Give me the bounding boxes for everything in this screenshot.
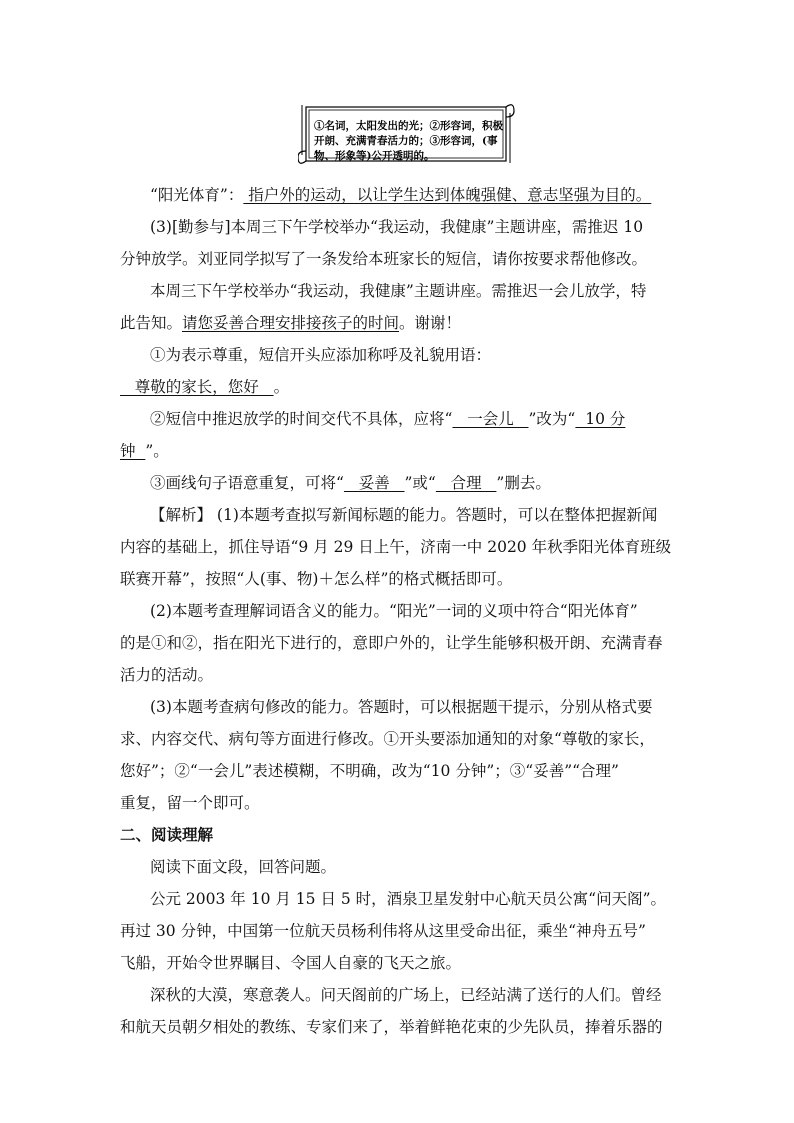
analysis-p3-line1: (3)本题考查病句修改的能力。答题时，可以根据题干提示，分别从格式要 [150, 698, 653, 716]
analysis-p2-line1: (2)本题考查理解词语含义的能力。“阳光”一词的义项中符合“阳光体育” [150, 602, 638, 620]
sub3-answer2: 合理 [435, 474, 497, 492]
sub1-answer-line [120, 377, 289, 397]
scroll-note-text: ①名词，太阳发出的光；②形容词，积极开朗、充满青春活力的；③形容词，(事物、形象等)公开透明的。 [314, 120, 503, 162]
section-heading: 二、阅读理解 [120, 826, 214, 844]
analysis-p1-line3: 联赛开幕”，按照“人(事、物)＋怎么样”的格式概括即可。 [120, 570, 513, 588]
sms-line2 [120, 313, 461, 333]
analysis-p1-line2: 内容的基础上，抓住导语“9 月 29 日上午，济南一中 2020 年秋季阳光体育班级 [120, 538, 672, 556]
q2-answer-line [150, 185, 651, 205]
analysis-p3-line2: 求、内容交代、病句等方面进行修改。①开头要添加通知的对象“尊敬的家长， [120, 730, 655, 748]
sms-line2-post: 。谢谢！ [399, 314, 462, 332]
sub2-line2 [120, 441, 169, 461]
reading-p1-line2: 再过 30 分钟，中国第一位航天员杨利伟将从这里受命出征，乘坐“神舟五号” [120, 922, 646, 940]
sub2-mid: ”改为“ [528, 410, 576, 428]
sms-line1: 本周三下午学校举办“我运动，我健康”主题讲座。需推迟一会儿放学，特 [150, 282, 647, 300]
analysis-p1-line1: 【解析】 (1)本题考查拟写新闻标题的能力。答题时，可以在整体把握新闻 [150, 506, 658, 524]
reading-p1-line3: 飞船，开始令世界瞩目、令国人自豪的飞天之旅。 [120, 954, 462, 972]
sub3-answer1: 妥善 [343, 474, 405, 492]
sub1-end: 。 [273, 378, 290, 396]
sub3-end: ”删去。 [496, 474, 551, 492]
sub1-question: ①为表示尊重，短信开头应添加称呼及礼貌用语： [150, 346, 492, 364]
sub2-answer2-part2: 钟 [120, 442, 146, 460]
q3-line1: (3)[勤参与]本周三下午学校举办“我运动，我健康”主题讲座，需推迟 10 [150, 218, 644, 236]
scroll-note-box [298, 101, 518, 169]
reading-instruction: 阅读下面文段，回答问题。 [150, 858, 337, 876]
sub3-line [150, 473, 551, 493]
sub2-line1 [150, 409, 625, 429]
sub3-mid: ”或“ [404, 474, 436, 492]
sub2-end: ”。 [145, 442, 169, 460]
analysis-p3-line3: 您好”；②“一会儿”表述模糊，不明确，改为“10 分钟”；③“妥善”“合理” [120, 762, 619, 780]
q2-answer: 指户外的运动，以让学生达到体魄强健、意志坚强为目的。 [243, 186, 652, 204]
sub2-pre: ②短信中推迟放学的时间交代不具体，应将“ [150, 410, 453, 428]
analysis-p2-line3: 活力的活动。 [120, 666, 214, 684]
sub1-answer: 尊敬的家长，您好 [120, 378, 274, 396]
reading-p1-line1: 公元 2003 年 10 月 15 日 5 时，酒泉卫星发射中心航天员公寓“问天阁”。 [150, 890, 667, 908]
q2-term: “阳光体育”： [150, 186, 244, 204]
q3-line2: 分钟放学。刘亚同学拟写了一条发给本班家长的短信，请你按要求帮他修改。 [120, 250, 648, 268]
sub2-answer2-part1: 10 分 [575, 410, 626, 428]
analysis-p3-line4: 重复，留一个即可。 [120, 794, 260, 812]
sub3-pre: ③画线句子语意重复，可将“ [150, 474, 344, 492]
reading-p2-line1: 深秋的大漠，寒意袭人。问天阁前的广场上，已经站满了送行的人们。曾经 [150, 986, 662, 1004]
analysis-p2-line2: 的是①和②，指在阳光下进行的，意即户外的，让学生能够积极开朗、充满青春 [120, 634, 663, 652]
sms-line2-pre: 此告知。 [120, 314, 183, 332]
sms-underlined-sentence: 请您妥善合理安排接孩子的时间 [182, 314, 400, 332]
sub2-answer1: 一会儿 [452, 410, 529, 428]
reading-p2-line2: 和航天员朝夕相处的教练、专家们来了，举着鲜艳花束的少先队员，捧着乐器的 [120, 1018, 663, 1036]
